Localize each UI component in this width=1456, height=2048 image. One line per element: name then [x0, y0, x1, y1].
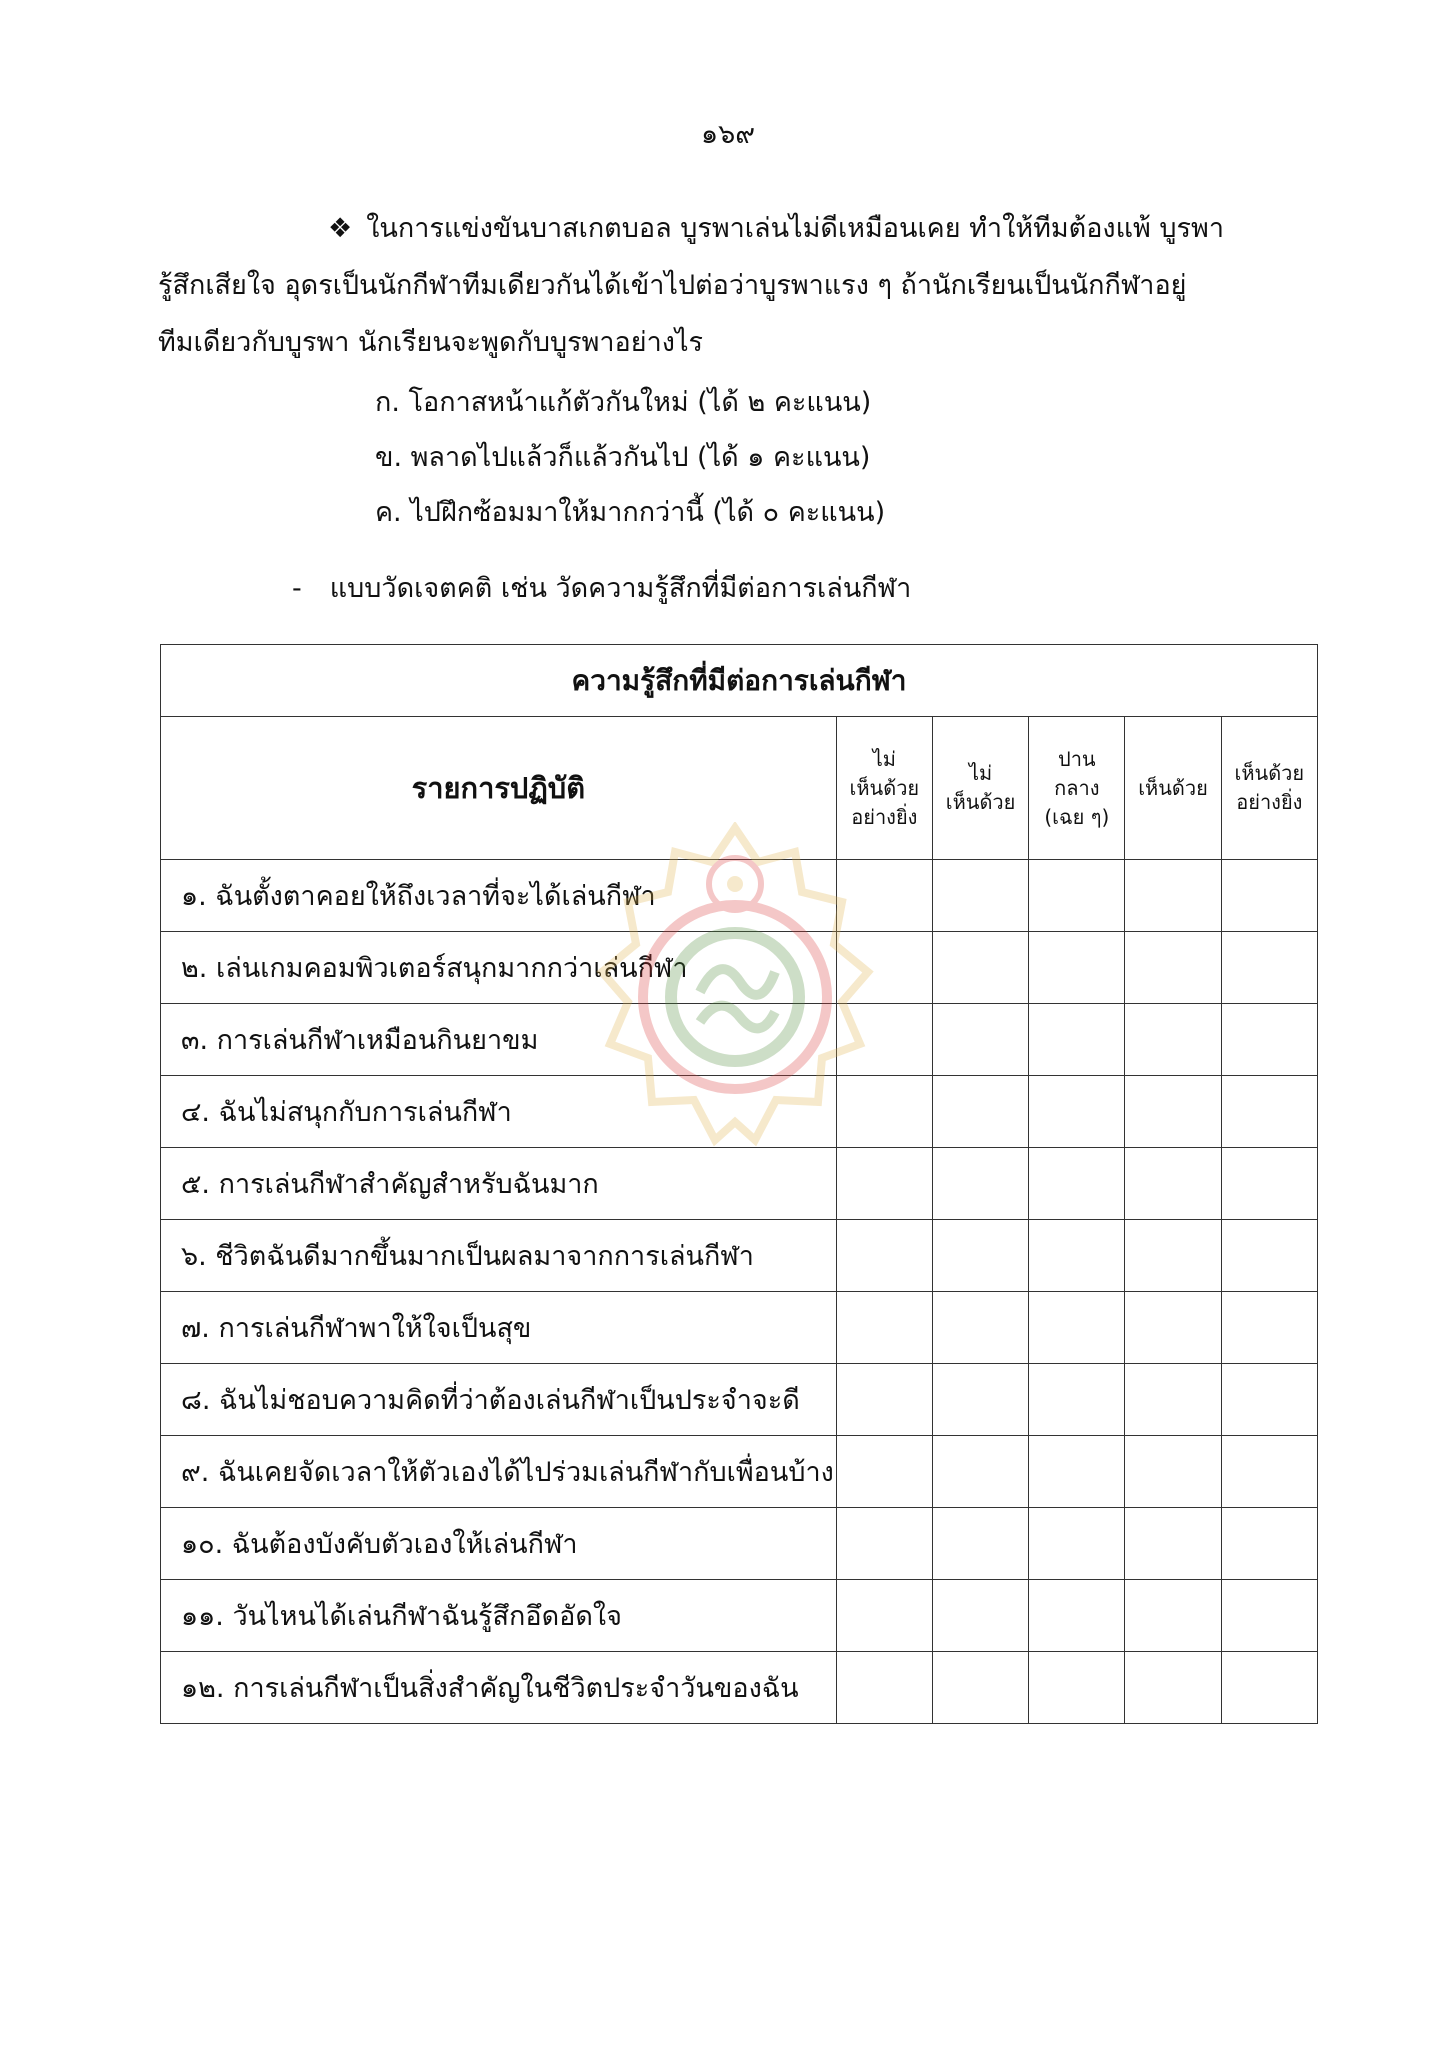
statement-cell: ๗. การเล่นกีฬาพาให้ใจเป็นสุข [161, 1292, 837, 1364]
question-line-3: ทีมเดียวกับบูรพา นักเรียนจะพูดกับบูรพาอย่างไร [158, 327, 704, 358]
rating-cell[interactable] [932, 1292, 1028, 1364]
scale-header-disagree: ไม่ เห็นด้วย [932, 717, 1028, 860]
rating-cell[interactable] [1029, 1292, 1125, 1364]
rating-cell[interactable] [1125, 1004, 1221, 1076]
statement-cell: ๑๒. การเล่นกีฬาเป็นสิ่งสำคัญในชีวิตประจำวันของฉัน [161, 1652, 837, 1724]
rating-cell[interactable] [1029, 1436, 1125, 1508]
rating-cell[interactable] [932, 1004, 1028, 1076]
table-title: ความรู้สึกที่มีต่อการเล่นกีฬา [161, 645, 1318, 717]
statement-cell: ๘. ฉันไม่ชอบความคิดที่ว่าต้องเล่นกีฬาเป็นประจำจะดี [161, 1364, 837, 1436]
statement-cell: ๖. ชีวิตฉันดีมากขึ้นมากเป็นผลมาจากการเล่นกีฬา [161, 1220, 837, 1292]
rating-cell[interactable] [1221, 1076, 1317, 1148]
rating-cell[interactable] [836, 1508, 932, 1580]
rating-cell[interactable] [932, 1148, 1028, 1220]
table-row [161, 1364, 1318, 1436]
rating-cell[interactable] [1029, 1580, 1125, 1652]
rating-cell[interactable] [932, 1220, 1028, 1292]
rating-cell[interactable] [932, 860, 1028, 932]
question-line-1: ❖ ในการแข่งขันบาสเกตบอล บูรพาเล่นไม่ดีเหมือนเคย ทำให้ทีมต้องแพ้ บูรพา [328, 213, 1224, 244]
rating-cell[interactable] [1125, 1292, 1221, 1364]
rating-cell[interactable] [1029, 1652, 1125, 1724]
page-number: ๑๖๙ [700, 119, 756, 150]
rating-cell[interactable] [1029, 1508, 1125, 1580]
dash-bullet: - [292, 573, 302, 604]
rating-cell[interactable] [1125, 1148, 1221, 1220]
rating-cell[interactable] [836, 1652, 932, 1724]
intro-text: แบบวัดเจตคติ เช่น วัดความรู้สึกที่มีต่อการเล่นกีฬา [329, 573, 912, 604]
rating-cell[interactable] [932, 1652, 1028, 1724]
rating-cell[interactable] [1221, 1292, 1317, 1364]
rating-cell[interactable] [1029, 1364, 1125, 1436]
rating-cell[interactable] [1029, 932, 1125, 1004]
rating-cell[interactable] [1125, 1220, 1221, 1292]
rating-cell[interactable] [1029, 1220, 1125, 1292]
rating-cell[interactable] [932, 1436, 1028, 1508]
diamond-bullet-icon: ❖ [328, 213, 353, 244]
table-row [161, 1148, 1318, 1220]
table-row [161, 1652, 1318, 1724]
statement-cell: ๕. การเล่นกีฬาสำคัญสำหรับฉันมาก [161, 1148, 837, 1220]
rating-cell[interactable] [1125, 860, 1221, 932]
rating-cell[interactable] [1221, 1364, 1317, 1436]
rating-cell[interactable] [1029, 1076, 1125, 1148]
item-column-header: รายการปฏิบัติ [161, 717, 837, 860]
scale-header-neutral: ปาน กลาง (เฉย ๆ) [1029, 717, 1125, 860]
rating-cell[interactable] [836, 1580, 932, 1652]
rating-cell[interactable] [1221, 1148, 1317, 1220]
statement-cell: ๓. การเล่นกีฬาเหมือนกินยาขม [161, 1004, 837, 1076]
rating-cell[interactable] [932, 1580, 1028, 1652]
rating-cell[interactable] [1221, 1580, 1317, 1652]
rating-cell[interactable] [932, 1364, 1028, 1436]
statement-cell: ๒. เล่นเกมคอมพิวเตอร์สนุกมากกว่าเล่นกีฬา [161, 932, 837, 1004]
rating-cell[interactable] [932, 1076, 1028, 1148]
rating-cell[interactable] [836, 1436, 932, 1508]
rating-cell[interactable] [1125, 932, 1221, 1004]
rating-cell[interactable] [1221, 1508, 1317, 1580]
attitude-scale-intro [292, 566, 911, 609]
scale-header-strongly-agree: เห็นด้วย อย่างยิ่ง [1221, 717, 1317, 860]
rating-cell[interactable] [836, 1220, 932, 1292]
rating-cell[interactable] [932, 1508, 1028, 1580]
question-line-2: รู้สึกเสียใจ อุดรเป็นนักกีฬาทีมเดียวกันได้เข้าไปต่อว่าบูรพาแรง ๆ ถ้านักเรียนเป็นนักกีฬาอยู่ [158, 270, 1187, 301]
rating-cell[interactable] [836, 1292, 932, 1364]
scale-header-strongly-disagree: ไม่ เห็นด้วย อย่างยิ่ง [836, 717, 932, 860]
rating-cell[interactable] [1221, 1652, 1317, 1724]
rating-cell[interactable] [1029, 860, 1125, 932]
choice-b: ข. พลาดไปแล้วก็แล้วกันไป (ได้ ๑ คะแนน) [375, 442, 871, 473]
attitude-survey-table [160, 644, 1318, 1724]
rating-cell[interactable] [1125, 1580, 1221, 1652]
statement-cell: ๙. ฉันเคยจัดเวลาให้ตัวเองได้ไปร่วมเล่นกีฬากับเพื่อนบ้าง [161, 1436, 837, 1508]
scale-header-agree: เห็นด้วย [1125, 717, 1221, 860]
rating-cell[interactable] [1221, 860, 1317, 932]
statement-cell: ๑๐. ฉันต้องบังคับตัวเองให้เล่นกีฬา [161, 1508, 837, 1580]
table-row [161, 1508, 1318, 1580]
rating-cell[interactable] [1221, 1220, 1317, 1292]
emblem-watermark [590, 822, 880, 1152]
statement-cell: ๔. ฉันไม่สนุกกับการเล่นกีฬา [161, 1076, 837, 1148]
rating-cell[interactable] [1125, 1364, 1221, 1436]
rating-cell[interactable] [836, 1364, 932, 1436]
table-row [161, 1436, 1318, 1508]
statement-cell: ๑๑. วันไหนได้เล่นกีฬาฉันรู้สึกอึดอัดใจ [161, 1580, 837, 1652]
table-row [161, 1580, 1318, 1652]
choice-a: ก. โอกาสหน้าแก้ตัวกันใหม่ (ได้ ๒ คะแนน) [375, 387, 872, 418]
rating-cell[interactable] [1221, 932, 1317, 1004]
rating-cell[interactable] [1221, 1436, 1317, 1508]
rating-cell[interactable] [1125, 1436, 1221, 1508]
rating-cell[interactable] [932, 932, 1028, 1004]
rating-cell[interactable] [1125, 1508, 1221, 1580]
statement-cell: ๑. ฉันตั้งตาคอยให้ถึงเวลาที่จะได้เล่นกีฬา [161, 860, 837, 932]
table-row [161, 1292, 1318, 1364]
rating-cell[interactable] [1125, 1076, 1221, 1148]
table-row [161, 1220, 1318, 1292]
rating-cell[interactable] [1029, 1004, 1125, 1076]
rating-cell[interactable] [1221, 1004, 1317, 1076]
choice-c: ค. ไปฝึกซ้อมมาให้มากกว่านี้ (ได้ ๐ คะแนน) [375, 497, 886, 528]
rating-cell[interactable] [836, 1148, 932, 1220]
rating-cell[interactable] [1125, 1652, 1221, 1724]
rating-cell[interactable] [1029, 1148, 1125, 1220]
